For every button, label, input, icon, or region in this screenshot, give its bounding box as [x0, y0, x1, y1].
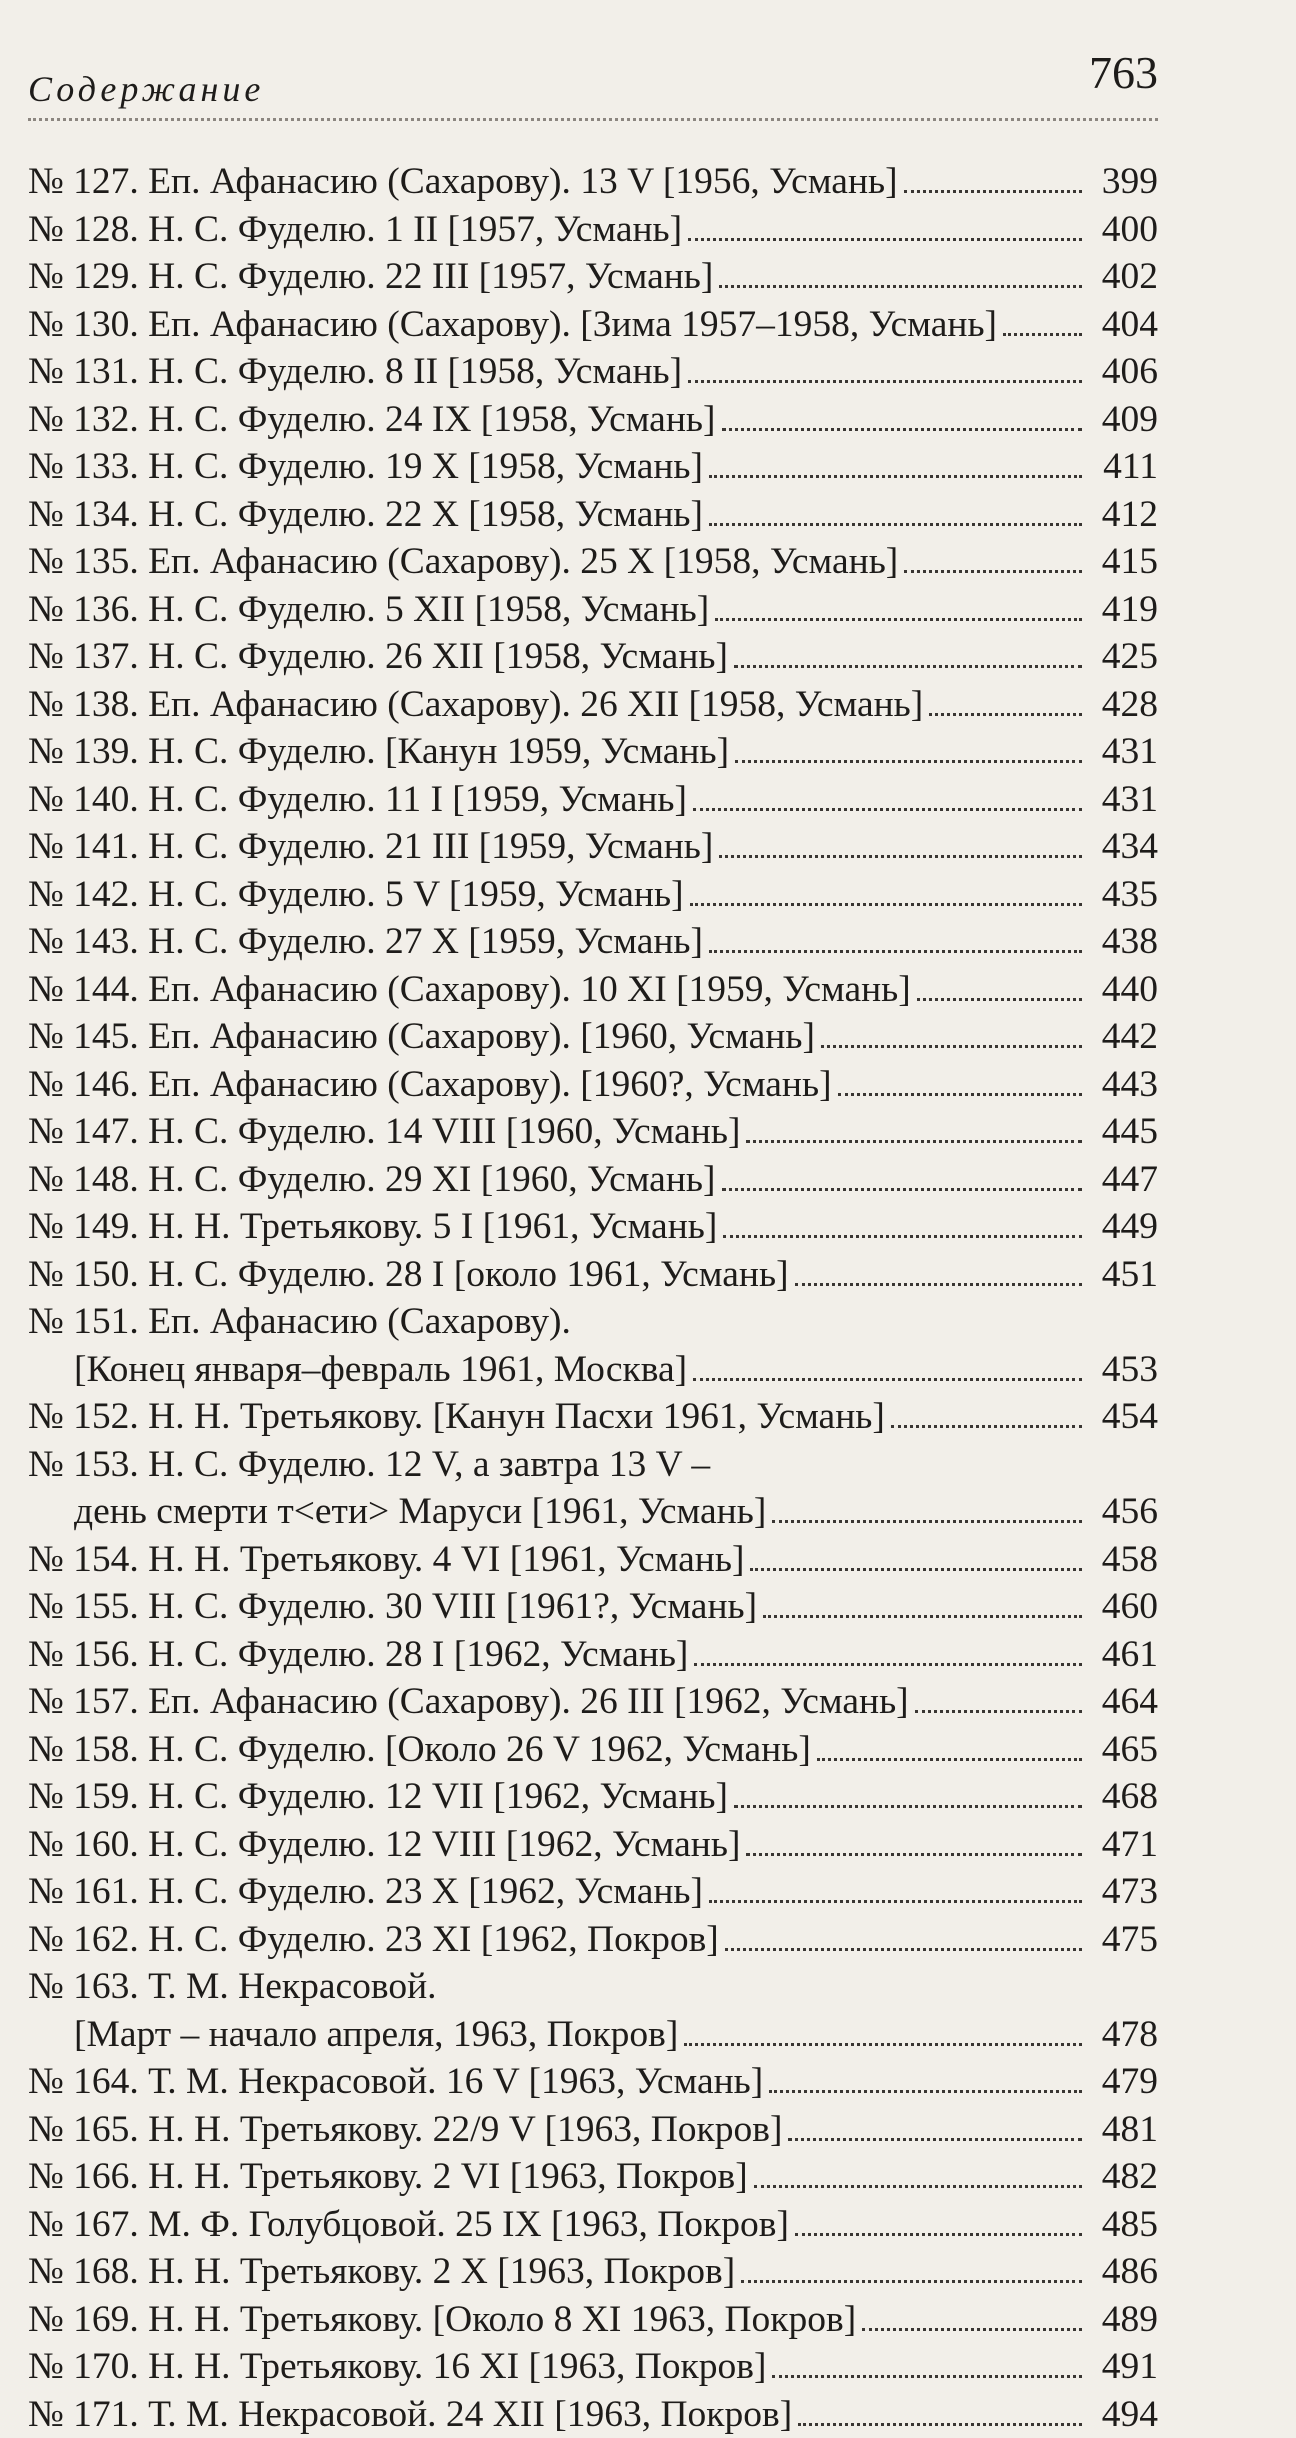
- toc-page-number: 482: [1088, 2153, 1158, 2201]
- toc-entry-title: № 162. Н. С. Фуделю. 23 XI [1962, Покров]: [28, 1916, 719, 1964]
- toc-entry-line: [28, 871, 1158, 919]
- toc-entry-title: № 144. Еп. Афанасию (Сахарову). 10 XI [1959, Усмань]: [28, 966, 911, 1014]
- toc-entry: [28, 301, 1158, 349]
- toc-entry-line: [28, 2343, 1158, 2391]
- dot-leader: [709, 1889, 1082, 1903]
- header-dotted-rule: [28, 118, 1158, 121]
- toc-page-number: 425: [1088, 633, 1158, 681]
- toc-entry-line: [28, 633, 1158, 681]
- toc-entry: [28, 443, 1158, 491]
- toc-entry-line: [28, 2201, 1158, 2249]
- dot-leader: [746, 1841, 1082, 1855]
- toc-entry-line: [28, 966, 1158, 1014]
- dot-leader: [769, 2079, 1082, 2093]
- toc-entry-line: [28, 1631, 1158, 1679]
- dot-leader: [709, 511, 1082, 525]
- toc-entry-line: [28, 206, 1158, 254]
- dot-leader: [795, 1271, 1082, 1285]
- toc-entry-line: [28, 1393, 1158, 1441]
- dot-leader: [754, 2174, 1082, 2188]
- toc-entry: [28, 1726, 1158, 1774]
- dot-leader: [719, 274, 1082, 288]
- toc-entry-line: [28, 396, 1158, 444]
- toc-entry: [28, 2153, 1158, 2201]
- toc-entry-title: № 154. Н. Н. Третьякову. 4 VI [1961, Усмань]: [28, 1536, 744, 1584]
- dot-leader: [693, 1366, 1082, 1380]
- toc-entry: [28, 681, 1158, 729]
- toc-page-number: 428: [1088, 681, 1158, 729]
- toc-entry-line: [28, 823, 1158, 871]
- toc-entry-line: [28, 1108, 1158, 1156]
- toc-entry-line: [28, 1156, 1158, 1204]
- toc-entry-title: № 169. Н. Н. Третьякову. [Около 8 XI 1963, Покров]: [28, 2296, 856, 2344]
- toc-entry-line: [28, 918, 1158, 966]
- dot-leader: [821, 1034, 1082, 1048]
- toc-entry-line: [28, 1773, 1158, 1821]
- toc-entry: [28, 348, 1158, 396]
- toc-entry-line: [28, 2248, 1158, 2296]
- toc-entry: [28, 1536, 1158, 1584]
- toc-entry: [28, 728, 1158, 776]
- toc-page-number: 449: [1088, 1203, 1158, 1251]
- toc-entry-title: № 165. Н. Н. Третьякову. 22/9 V [1963, Покров]: [28, 2106, 782, 2154]
- toc-entry-line: [28, 2391, 1158, 2438]
- dot-leader: [1003, 321, 1082, 335]
- toc-page-number: 412: [1088, 491, 1158, 539]
- toc-entry: [28, 1821, 1158, 1869]
- toc-page-number: 481: [1088, 2106, 1158, 2154]
- toc-entry: [28, 2391, 1158, 2438]
- toc-page-number: 419: [1088, 586, 1158, 634]
- dot-leader: [722, 1176, 1083, 1190]
- toc-entry-line: [28, 1678, 1158, 1726]
- toc-entry-title: № 163. Т. М. Некрасовой.: [28, 1963, 437, 2011]
- toc-entry: [28, 253, 1158, 301]
- toc-entry-title: № 130. Еп. Афанасию (Сахарову). [Зима 1957–1958, Усмань]: [28, 301, 997, 349]
- toc-entry-title: № 150. Н. С. Фуделю. 28 I [около 1961, Усмань]: [28, 1251, 789, 1299]
- dot-leader: [750, 1556, 1082, 1570]
- toc-entry-line: [28, 443, 1158, 491]
- toc-page-number: 443: [1088, 1061, 1158, 1109]
- toc-entry-title: № 131. Н. С. Фуделю. 8 II [1958, Усмань]: [28, 348, 682, 396]
- dot-leader: [694, 1651, 1082, 1665]
- toc-entry: [28, 2201, 1158, 2249]
- toc-entry-title: № 133. Н. С. Фуделю. 19 X [1958, Усмань]: [28, 443, 703, 491]
- dot-leader: [688, 369, 1082, 383]
- toc-entry: [28, 633, 1158, 681]
- toc-entry-title: № 156. Н. С. Фуделю. 28 I [1962, Усмань]: [28, 1631, 688, 1679]
- toc-entry-title: № 134. Н. С. Фуделю. 22 X [1958, Усмань]: [28, 491, 703, 539]
- toc-entry: [28, 1916, 1158, 1964]
- toc-entry-line: [28, 2296, 1158, 2344]
- toc-entry-title: № 145. Еп. Афанасию (Сахарову). [1960, Усмань]: [28, 1013, 815, 1061]
- toc-entry-title: № 146. Еп. Афанасию (Сахарову). [1960?, Усмань]: [28, 1061, 832, 1109]
- toc-page-number: 460: [1088, 1583, 1158, 1631]
- toc-entry-title: № 160. Н. С. Фуделю. 12 VIII [1962, Усмань]: [28, 1821, 740, 1869]
- toc-page-number: 479: [1088, 2058, 1158, 2106]
- toc-entry-title: № 157. Еп. Афанасию (Сахарову). 26 III [1962, Усмань]: [28, 1678, 909, 1726]
- toc-entry-title: № 137. Н. С. Фуделю. 26 XII [1958, Усмань]: [28, 633, 728, 681]
- toc-page-number: 409: [1088, 396, 1158, 444]
- dot-leader: [688, 226, 1082, 240]
- toc-entry-line: [28, 491, 1158, 539]
- toc-page-number: 473: [1088, 1868, 1158, 1916]
- toc-entry: [28, 1631, 1158, 1679]
- toc-page-number: 454: [1088, 1393, 1158, 1441]
- toc-entry: [28, 1251, 1158, 1299]
- toc-entry-line: [28, 586, 1158, 634]
- toc-entry: [28, 1678, 1158, 1726]
- toc-page-number: 415: [1088, 538, 1158, 586]
- toc-page-number: 434: [1088, 823, 1158, 871]
- toc-page-number: 404: [1088, 301, 1158, 349]
- toc-entry-line: [28, 538, 1158, 586]
- toc-entry-line: [28, 1013, 1158, 1061]
- toc-entry-line: [28, 1298, 1158, 1346]
- toc-entry: [28, 586, 1158, 634]
- toc-entry: [28, 491, 1158, 539]
- toc-entry: [28, 1583, 1158, 1631]
- dot-leader: [725, 1936, 1082, 1950]
- toc-page-number: 399: [1088, 158, 1158, 206]
- toc-page-number: 468: [1088, 1773, 1158, 1821]
- dot-leader: [838, 1081, 1082, 1095]
- toc-entry-title: № 138. Еп. Афанасию (Сахарову). 26 XII [1958, Усмань]: [28, 681, 923, 729]
- toc-entry: [28, 396, 1158, 444]
- running-head: Содержание: [28, 68, 264, 110]
- toc-entry-title: № 128. Н. С. Фуделю. 1 II [1957, Усмань]: [28, 206, 682, 254]
- toc-entry: [28, 1108, 1158, 1156]
- toc-page-number: 431: [1088, 776, 1158, 824]
- toc-page-number: 491: [1088, 2343, 1158, 2391]
- toc-entry-line: [28, 776, 1158, 824]
- toc-page-number: 494: [1088, 2391, 1158, 2438]
- toc-entry-line: [28, 1916, 1158, 1964]
- toc-entry-title: № 167. М. Ф. Голубцовой. 25 IX [1963, Покров]: [28, 2201, 789, 2249]
- toc-entry-line: [28, 1061, 1158, 1109]
- dot-leader: [772, 2364, 1082, 2378]
- dot-leader: [715, 606, 1082, 620]
- dot-leader: [798, 2411, 1082, 2425]
- toc-page-number: 438: [1088, 918, 1158, 966]
- toc-entry-continuation-line: [28, 2011, 1158, 2059]
- toc-entry-title: № 164. Т. М. Некрасовой. 16 V [1963, Усмань]: [28, 2058, 763, 2106]
- dot-leader: [709, 939, 1082, 953]
- dot-leader: [788, 2126, 1082, 2140]
- toc-page-number: 475: [1088, 1916, 1158, 1964]
- toc-entry: [28, 1013, 1158, 1061]
- toc-page-number: 464: [1088, 1678, 1158, 1726]
- dot-leader: [929, 701, 1082, 715]
- toc-entry-title: № 155. Н. С. Фуделю. 30 VIII [1961?, Усмань]: [28, 1583, 757, 1631]
- toc-entry-line: [28, 2153, 1158, 2201]
- toc-entry: [28, 2106, 1158, 2154]
- toc-entry-title: № 170. Н. Н. Третьякову. 16 XI [1963, Покров]: [28, 2343, 766, 2391]
- dot-leader: [693, 796, 1082, 810]
- toc-entry: [28, 1393, 1158, 1441]
- toc-entry-title: № 153. Н. С. Фуделю. 12 V, а завтра 13 V –: [28, 1441, 710, 1489]
- dot-leader: [722, 416, 1083, 430]
- toc-entry-title: № 142. Н. С. Фуделю. 5 V [1959, Усмань]: [28, 871, 684, 919]
- dot-leader: [734, 654, 1082, 668]
- toc-page-number: 445: [1088, 1108, 1158, 1156]
- toc-page-number: 486: [1088, 2248, 1158, 2296]
- toc-page-number: 478: [1088, 2011, 1158, 2059]
- toc-entry-line: [28, 1536, 1158, 1584]
- toc-entry-line: [28, 1441, 1158, 1489]
- toc-page-number: 456: [1088, 1488, 1158, 1536]
- dot-leader: [723, 1224, 1082, 1238]
- dot-leader: [917, 986, 1082, 1000]
- toc-entry-continuation-line: [28, 1346, 1158, 1394]
- toc-page-number: 411: [1088, 443, 1158, 491]
- toc-entry-title: [Конец января–февраль 1961, Москва]: [74, 1346, 687, 1394]
- dot-leader: [772, 1509, 1082, 1523]
- dot-leader: [915, 1699, 1082, 1713]
- toc-entry-line: [28, 1963, 1158, 2011]
- toc-page-number: 489: [1088, 2296, 1158, 2344]
- toc-entry-line: [28, 1726, 1158, 1774]
- toc-entry-line: [28, 301, 1158, 349]
- toc-page-number: 471: [1088, 1821, 1158, 1869]
- dot-leader: [746, 1129, 1082, 1143]
- toc-entry-title: № 168. Н. Н. Третьякову. 2 X [1963, Покров]: [28, 2248, 735, 2296]
- dot-leader: [734, 1794, 1082, 1808]
- toc-page-number: 431: [1088, 728, 1158, 776]
- toc-entry-title: № 148. Н. С. Фуделю. 29 XI [1960, Усмань]: [28, 1156, 716, 1204]
- toc-entry-line: [28, 681, 1158, 729]
- toc-page-number: 406: [1088, 348, 1158, 396]
- toc-entry-line: [28, 728, 1158, 776]
- toc-entry: [28, 206, 1158, 254]
- toc-entry: [28, 158, 1158, 206]
- toc-entry-title: № 136. Н. С. Фуделю. 5 XII [1958, Усмань]: [28, 586, 709, 634]
- toc-entry-line: [28, 253, 1158, 301]
- dot-leader: [690, 891, 1082, 905]
- toc-page-number: 485: [1088, 2201, 1158, 2249]
- toc-entry-line: [28, 1868, 1158, 1916]
- toc-page-number: 440: [1088, 966, 1158, 1014]
- toc-entry-title: № 151. Еп. Афанасию (Сахарову).: [28, 1298, 571, 1346]
- toc-entry-title: № 141. Н. С. Фуделю. 21 III [1959, Усмань]: [28, 823, 713, 871]
- toc-entry: [28, 1298, 1158, 1393]
- toc-entry-title: № 171. Т. М. Некрасовой. 24 XII [1963, Покров]: [28, 2391, 792, 2438]
- dot-leader: [904, 179, 1082, 193]
- toc-entry-line: [28, 1203, 1158, 1251]
- toc-page-number: 435: [1088, 871, 1158, 919]
- toc-entry-line: [28, 1821, 1158, 1869]
- dot-leader: [904, 559, 1082, 573]
- toc-entry: [28, 2248, 1158, 2296]
- dot-leader: [709, 464, 1082, 478]
- toc-page-number: 447: [1088, 1156, 1158, 1204]
- toc-entry-continuation-line: [28, 1488, 1158, 1536]
- toc-entry: [28, 1061, 1158, 1109]
- toc-entry-title: № 152. Н. Н. Третьякову. [Канун Пасхи 1961, Усмань]: [28, 1393, 885, 1441]
- dot-leader: [891, 1414, 1082, 1428]
- toc-entry-line: [28, 1251, 1158, 1299]
- toc-entry-title: № 159. Н. С. Фуделю. 12 VII [1962, Усмань]: [28, 1773, 728, 1821]
- toc-entry-title: № 140. Н. С. Фуделю. 11 I [1959, Усмань]: [28, 776, 687, 824]
- toc-entry-line: [28, 1583, 1158, 1631]
- dot-leader: [741, 2269, 1082, 2283]
- toc-entry: [28, 776, 1158, 824]
- toc-entry: [28, 538, 1158, 586]
- toc-page-number: 402: [1088, 253, 1158, 301]
- toc-entry-line: [28, 2058, 1158, 2106]
- toc-page-number: 465: [1088, 1726, 1158, 1774]
- dot-leader: [735, 749, 1082, 763]
- toc-entry: [28, 918, 1158, 966]
- page-number: 763: [1089, 46, 1158, 99]
- toc-page-number: 400: [1088, 206, 1158, 254]
- toc-entry: [28, 2343, 1158, 2391]
- toc-entry-title: № 135. Еп. Афанасию (Сахарову). 25 X [1958, Усмань]: [28, 538, 898, 586]
- toc-entry-title: № 161. Н. С. Фуделю. 23 X [1962, Усмань]: [28, 1868, 703, 1916]
- toc-page-number: 451: [1088, 1251, 1158, 1299]
- toc-page-number: 442: [1088, 1013, 1158, 1061]
- toc-entry: [28, 1773, 1158, 1821]
- toc-entry-title: [Март – начало апреля, 1963, Покров]: [74, 2011, 678, 2059]
- toc-entry-title: № 127. Еп. Афанасию (Сахарову). 13 V [1956, Усмань]: [28, 158, 898, 206]
- dot-leader: [763, 1604, 1082, 1618]
- toc-entry-title: № 166. Н. Н. Третьякову. 2 VI [1963, Покров]: [28, 2153, 748, 2201]
- toc-entry-title: № 149. Н. Н. Третьякову. 5 I [1961, Усмань]: [28, 1203, 717, 1251]
- dot-leader: [795, 2221, 1082, 2235]
- toc-entry: [28, 871, 1158, 919]
- toc-entry-line: [28, 158, 1158, 206]
- toc-entry-line: [28, 2106, 1158, 2154]
- toc-entry-title: день смерти т<ети> Маруси [1961, Усмань]: [74, 1488, 766, 1536]
- toc-entry: [28, 823, 1158, 871]
- toc-entry: [28, 1203, 1158, 1251]
- toc-entry-title: № 158. Н. С. Фуделю. [Около 26 V 1962, Усмань]: [28, 1726, 811, 1774]
- toc-entry: [28, 966, 1158, 1014]
- toc-entry-line: [28, 348, 1158, 396]
- toc-entry: [28, 2058, 1158, 2106]
- toc-page-number: 453: [1088, 1346, 1158, 1394]
- toc-page-number: 461: [1088, 1631, 1158, 1679]
- table-of-contents: [28, 158, 1158, 2438]
- toc-entry-title: № 139. Н. С. Фуделю. [Канун 1959, Усмань]: [28, 728, 729, 776]
- dot-leader: [719, 844, 1082, 858]
- toc-entry: [28, 1963, 1158, 2058]
- toc-entry: [28, 1441, 1158, 1536]
- toc-entry-title: № 132. Н. С. Фуделю. 24 IX [1958, Усмань]: [28, 396, 716, 444]
- toc-entry-title: № 143. Н. С. Фуделю. 27 X [1959, Усмань]: [28, 918, 703, 966]
- dot-leader: [684, 2031, 1082, 2045]
- toc-page-number: 458: [1088, 1536, 1158, 1584]
- dot-leader: [817, 1746, 1082, 1760]
- toc-entry: [28, 1868, 1158, 1916]
- toc-entry: [28, 2296, 1158, 2344]
- dot-leader: [862, 2316, 1082, 2330]
- toc-entry: [28, 1156, 1158, 1204]
- toc-entry-title: № 147. Н. С. Фуделю. 14 VIII [1960, Усмань]: [28, 1108, 740, 1156]
- toc-entry-title: № 129. Н. С. Фуделю. 22 III [1957, Усмань]: [28, 253, 713, 301]
